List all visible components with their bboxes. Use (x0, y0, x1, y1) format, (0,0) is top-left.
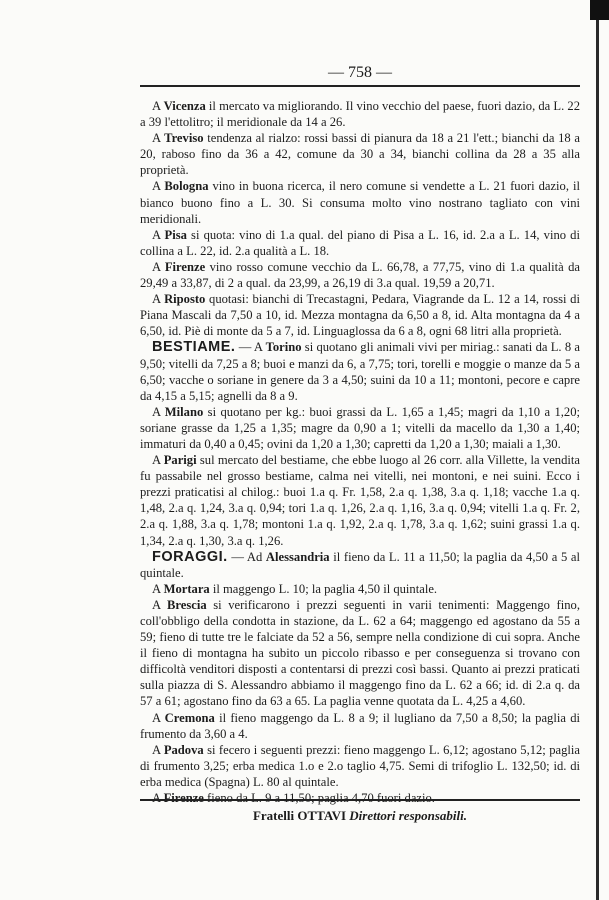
paragraph (140, 452, 580, 549)
paragraph-text: si quotano gli animali vivi per miriag.: sanati da L. 8 a 9,50; vitelli da 7,25 a 8; buoi e manzi da 6, a 7,75; tori, torelli e moggie o manze da 5 a 6,50; vacche o soriane in genere da 3 a 4,50; suini da 10 a 11; montoni, pecore e capre da 4,15 a 5,15; agnelli da 8 a 9. (140, 340, 580, 403)
section-heading: FORAGGI. (152, 548, 228, 565)
city-name: Treviso (164, 131, 204, 146)
city-name: Riposto (164, 292, 206, 307)
footer-credit (140, 808, 580, 824)
city-name: Bologna (164, 179, 209, 194)
paragraph-lead: — Ad (227, 549, 266, 564)
city-name: Mortara (163, 581, 210, 596)
paragraph-lead: A (152, 710, 165, 725)
header-rule (140, 85, 580, 87)
paragraph (140, 549, 580, 581)
paragraph (140, 742, 580, 790)
paragraph-text: quotasi: bianchi di Trecastagni, Pedara, Viagrande da L. 12 a 14, rossi di Piana Mascali da 7,50 a 10, id. Mezza montagna da 6,50 a 8, id. Alta montagna da 4 a 6,50, id. Piè di monte da 5 a 7, id. Linguaglossa da 6 a 8, ogni 68 litri alla proprietà. (140, 292, 580, 339)
paragraph-lead: A (152, 597, 167, 612)
paragraph-text: il fieno da L. 11 a 11,50; la paglia da 4,50 a 5 al quintale. (140, 549, 580, 580)
city-name: Torino (265, 340, 302, 355)
page-number: — 758 — (328, 64, 392, 81)
paragraph-text: il fieno maggengo da L. 8 a 9; il lugliano da 7,50 a 8,50; la paglia di frumento da 3,60 a 4. (140, 710, 580, 741)
paragraph-lead: A (152, 292, 165, 307)
paragraph-lead: A (152, 259, 165, 274)
paragraph (140, 178, 580, 226)
paragraph (140, 291, 580, 339)
city-name: Cremona (164, 710, 215, 725)
paragraph-lead: A (152, 227, 165, 242)
page-binding-edge (596, 0, 599, 900)
city-name: Alessandria (265, 549, 330, 564)
paragraph-text: il mercato va migliorando. Il vino vecchio del paese, fuori dazio, da L. 22 a 39 l'ettolitro; il meridionale da 14 a 26. (140, 99, 580, 130)
paragraph-text: il maggengo L. 10; la paglia 4,50 il quintale. (209, 581, 438, 596)
paragraph (140, 259, 580, 291)
footer-role: Direttori responsabili. (349, 808, 468, 823)
paragraph (140, 404, 580, 452)
paragraph-lead: A (152, 99, 164, 113)
city-name: Vicenza (163, 99, 206, 113)
paragraph (140, 98, 580, 130)
paragraph-text: vino in buona ricerca, il nero comune si vendette a L. 21 fuori dazio, il bianco buono fino a L. 30. Si consuma molto vino nostrano tagliato con vini meridionali. (140, 179, 580, 226)
paragraph (140, 597, 580, 710)
city-name: Brescia (167, 597, 207, 612)
paragraph-lead: A (152, 404, 165, 419)
paragraph-lead: A (152, 179, 165, 194)
paragraph-text: sul mercato del bestiame, che ebbe luogo al 26 corr. alla Villette, la vendita fu passabile nel grosso bestiame, calma nei vitelli, nei montoni, e nei suini. Ecco i prezzi praticatisi al chilog.: buoi 1.a q. Fr. 1,58, 2.a q. 1,38, 3.a q. 1,18; vacche 1.a q. 1,48, 2.a q. 1,24, 3.a q. 0,94; tori 1.a q. 1,26, 2.a q. 1,16, 3.a q. 0,94; vitelli 1.a q. Fr. 2, 2.a q. 1,88, 3.a q. 1,78; montoni 1.a q. 1,92, 2.a q. 1,78, 3.a q. 1,62; suini grassi 1.a q. 1,34, 2.a q. 1,30, 3.a q. 1,26. (140, 453, 580, 548)
page-corner-mark (590, 0, 609, 20)
paragraph-text: si quotano per kg.: buoi grassi da L. 1,65 a 1,45; magri da 1,10 a 1,20; soriane grasse da 1,25 a 1,35; magre da 0,90 a 1; vitelli da macello da 1,30 a 1,40; immaturi da 0,40 a 0,45; ovini da 1,20 a 1,30; capretti da 1,20 a 1,30; maiali a 1,30. (140, 404, 580, 451)
section-heading: BESTIAME. (152, 339, 236, 356)
paragraph-text: si fecero i seguenti prezzi: fieno maggengo L. 6,12; agostano 5,12; paglia di frumento 3,25; erba medica 1.o e 2.o taglio 4,75. Semi di trifoglio L. 132,50; id. di erba medica (Spagna) L. 80 al quintale. (140, 742, 580, 789)
paragraph (140, 581, 580, 597)
paragraph-text: vino rosso comune vecchio da L. 66,78, a 77,75, vino di 1.a qualità da 29,49 a 33,87, di 2 a qual. da 23,99, a 26,19 di 3.a qual. 19,59 a 20,71. (140, 259, 580, 291)
paragraph-text: tendenza al rialzo: rossi bassi di pianura da 18 a 21 l'ett.; bianchi da 18 a 20, raboso fino da 36 a 42, comune da 30 a 34, bianchi collina da 28 a 35 alla proprietà. (140, 131, 580, 178)
paragraph (140, 130, 580, 178)
city-name: Parigi (163, 453, 197, 468)
footer-names: Fratelli OTTAVI (252, 808, 350, 823)
paragraph-lead: A (152, 742, 164, 757)
paragraph-text: si verificarono i prezzi seguenti in varii tenimenti: Maggengo fino, coll'obbligo della condotta in stazione, da L. 62 a 64; maggengo ed agostano da 55 a 59; fieno di tutte tre le falciate da 52 a 56, sempre nella condizione di cui sopra. Anche il fieno di montagna ha subito un piccolo ribasso e per conseguenza si trovano con difficoltà venditori disposti a contentarsi di prezzi così bassi. Quanto ai prezzi praticati sulla piazza di S. Alessandro abbiamo il maggengo fino da L. 62 a 66; id. di 2.a q. da 57 a 61; agostano fino da 63 a 65. La paglia venne quotata da L. 4,25 a 4,60. (140, 597, 580, 709)
paragraph (140, 227, 580, 259)
city-name: Padova (163, 742, 204, 757)
footer-rule (140, 799, 580, 801)
body-text (140, 98, 580, 806)
paragraph-text: si quota: vino di 1.a qual. del piano di Pisa a L. 16, id. 2.a a L. 14, vino di collina a L. 22, id. 2.a qualità a L. 18. (140, 227, 580, 258)
paragraph-lead: A (152, 131, 165, 146)
city-name: Milano (164, 404, 204, 419)
paragraph (140, 339, 580, 403)
paragraph-lead: A (152, 581, 164, 596)
paragraph-lead: — A (235, 340, 266, 355)
city-name: Firenze (164, 259, 206, 274)
city-name: Pisa (164, 227, 187, 242)
paragraph-lead: A (152, 453, 164, 468)
paragraph (140, 710, 580, 742)
